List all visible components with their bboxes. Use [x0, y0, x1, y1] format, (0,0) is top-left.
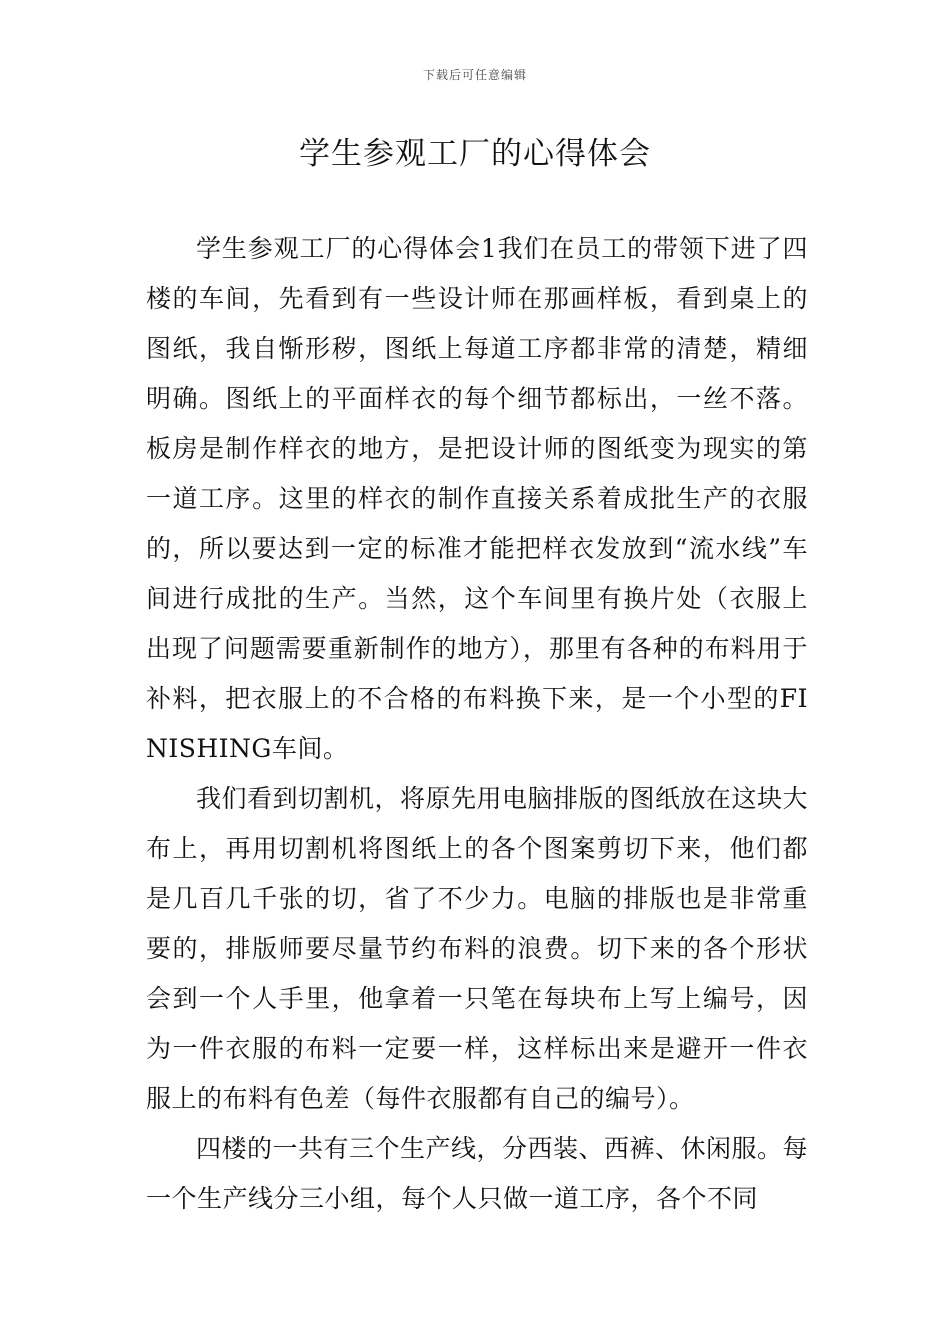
- document-title: 学生参观工厂的心得体会: [299, 136, 651, 172]
- paragraph-3: 四楼的一共有三个生产线，分西装、西裤、休闲服。每一个生产线分三小组，每个人只做一道工序，各个不同: [146, 1134, 809, 1213]
- paragraph-2: 我们看到切割机，将原先用电脑排版的图纸放在这块大布上，再用切割机将图纸上的各个图案剪切下来，他们都是几百几千张的切，省了不少力。电脑的排版也是非常重要的，排版师要尽量节约布料的浪费。切下来的各个形状会到一个人手里，他拿着一只笔在每块布上写上编号，因为一件衣服的布料一定要一样，这样标出来是避开一件衣服上的布料有色差（每件衣服都有自己的编号）。: [146, 784, 809, 1113]
- header-note: 下载后可任意编辑: [422, 68, 527, 82]
- document-body: [146, 224, 808, 1224]
- paragraph-1: 学生参观工厂的心得体会1我们在员工的带领下进了四楼的车间，先看到有一些设计师在那画样板，看到桌上的图纸，我自惭形秽，图纸上每道工序都非常的清楚，精细明确。图纸上的平面样衣的每个细节都标出，一丝不落。板房是制作样衣的地方，是把设计师的图纸变为现实的第一道工序。这里的样衣的制作直接关系着成批生产的衣服的，所以要达到一定的标准才能把样衣发放到“流水线”车间进行成批的生产。当然，这个车间里有换片处（衣服上出现了问题需要重新制作的地方），那里有各种的布料用于补料，把衣服上的不合格的布料换下来，是一个小型的FINISHING车间。: [146, 234, 808, 763]
